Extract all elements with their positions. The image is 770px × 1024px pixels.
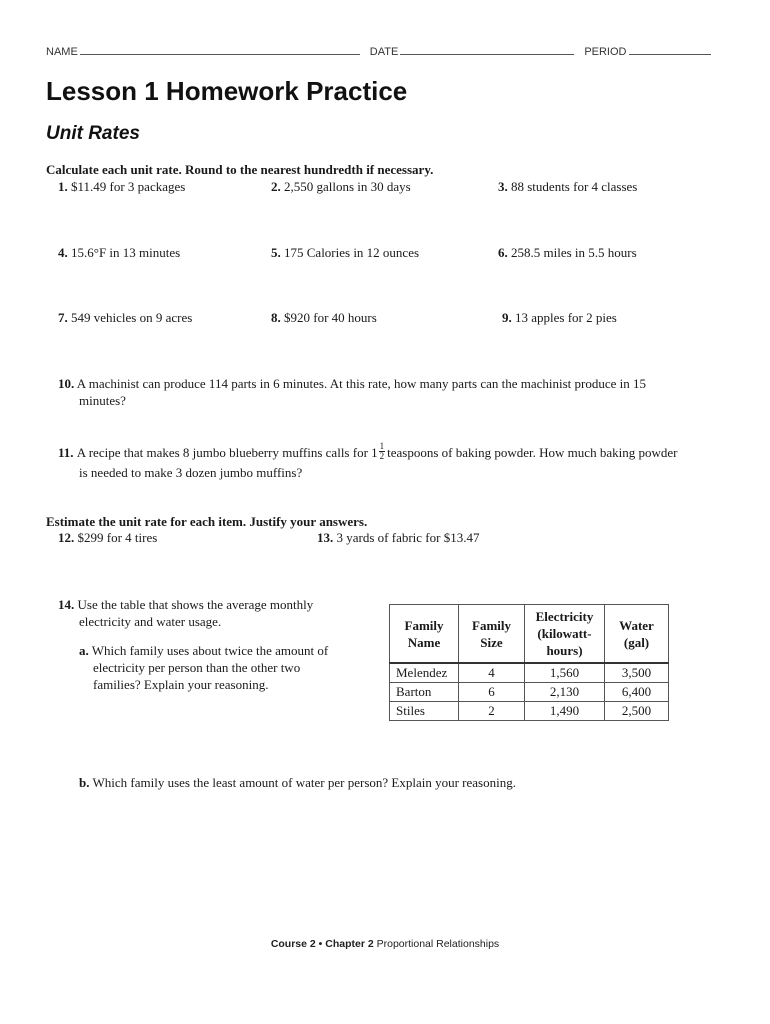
question-text-part1: A recipe that makes 8 jumbo blueberry muffins calls for 1 [76, 444, 378, 460]
header-electricity: Electricity (kilowatt- hours) [525, 605, 605, 664]
section2-instruction: Estimate the unit rate for each item. Justify your answers. [46, 514, 368, 529]
part-a-label: a. [79, 643, 89, 658]
student-info-header [46, 45, 722, 58]
question-number: 1. [58, 179, 68, 194]
part-b-text: Which family uses the least amount of water per person? Explain your reasoning. [92, 775, 516, 790]
table-row [390, 702, 669, 721]
question-number: 13. [317, 530, 334, 545]
part-a-line1 [58, 642, 358, 659]
question-number: 6. [498, 245, 508, 260]
question-text: $299 for 4 tires [77, 530, 158, 545]
water-cell: 3,500 [605, 663, 669, 683]
question-text: 2,550 gallons in 30 days [284, 179, 411, 194]
header-family-size: Family Size [459, 605, 525, 664]
one-half-fraction [379, 442, 386, 461]
part-a-line2: electricity per person than the other two [93, 660, 301, 675]
page-title: Lesson 1 Homework Practice [46, 76, 408, 106]
name-label: NAME [46, 46, 78, 58]
water-cell: 6,400 [605, 683, 669, 702]
part-b-label: b. [79, 775, 90, 790]
question-4 [58, 245, 180, 261]
question-1 [58, 179, 185, 195]
question-12 [58, 530, 157, 546]
question-number: 5. [271, 245, 281, 260]
part-b [79, 775, 516, 791]
question-number: 3. [498, 179, 508, 194]
section1-instruction: Calculate each unit rate. Round to the nearest hundredth if necessary. [46, 162, 434, 177]
family-name-cell: Stiles [390, 702, 459, 721]
question-text: $11.49 for 3 packages [71, 179, 186, 194]
water-cell: 2,500 [605, 702, 669, 721]
question-10 [58, 375, 738, 409]
question-8 [271, 310, 377, 326]
question-number: 2. [271, 179, 281, 194]
electricity-cell: 1,490 [525, 702, 605, 721]
question-text: 549 vehicles on 9 acres [71, 310, 193, 325]
question-7 [58, 310, 192, 326]
header-water: Water (gal) [605, 605, 669, 664]
question-text: 175 Calories in 12 ounces [284, 245, 420, 260]
question-text: 13 apples for 2 pies [515, 310, 617, 325]
question-5 [271, 245, 419, 261]
question-3 [498, 179, 637, 195]
question-text-line2: is needed to make 3 dozen jumbo muffins? [79, 465, 303, 480]
question-text-line2: minutes? [79, 393, 126, 408]
family-size-cell: 4 [459, 663, 525, 683]
table-row [390, 683, 669, 702]
header-family-name: Family Name [390, 605, 459, 664]
fraction-numerator: 1 [379, 440, 385, 451]
footer-course-chapter: Course 2 • Chapter 2 [270, 938, 374, 950]
question-number: 7. [58, 310, 68, 325]
question-number: 11. [58, 444, 74, 460]
question-2 [271, 179, 411, 195]
question-text-line1: Use the table that shows the average monthly [77, 597, 314, 612]
question-text: 15.6°F in 13 minutes [71, 245, 181, 260]
question-9 [502, 310, 617, 326]
table-header-row [390, 605, 669, 664]
date-field[interactable] [400, 45, 574, 55]
question-text: 258.5 miles in 5.5 hours [511, 245, 637, 260]
page-footer [0, 938, 770, 950]
name-field[interactable] [80, 45, 360, 55]
question-text-line1: A machinist can produce 114 parts in 6 minutes. At this rate, how many parts can the machinist produce in 15 [76, 376, 647, 391]
question-number: 9. [502, 310, 512, 325]
question-6 [498, 245, 637, 261]
table-row [390, 663, 669, 683]
family-size-cell: 6 [459, 683, 525, 702]
question-number: 4. [58, 245, 68, 260]
usage-table [389, 604, 669, 721]
question-text: 88 students for 4 classes [511, 179, 638, 194]
question-14 [58, 596, 358, 693]
question-13 [317, 530, 479, 546]
part-a-text: Which family uses about twice the amount of [91, 643, 329, 658]
question-number: 12. [58, 530, 75, 545]
question-number: 10. [58, 376, 75, 391]
fraction-denominator: 2 [379, 450, 385, 461]
footer-chapter-title: Proportional Relationships [373, 938, 500, 950]
question-number: 8. [271, 310, 281, 325]
question-text-line2: electricity and water usage. [79, 614, 222, 629]
question-11 [58, 440, 738, 481]
period-field[interactable] [629, 45, 711, 55]
question-number: 14. [58, 597, 75, 612]
date-label: DATE [369, 46, 399, 58]
electricity-cell: 2,130 [525, 683, 605, 702]
part-a-line3: families? Explain your reasoning. [93, 677, 269, 692]
family-size-cell: 2 [459, 702, 525, 721]
electricity-cell: 1,560 [525, 663, 605, 683]
question-text: $920 for 40 hours [284, 310, 377, 325]
period-label: PERIOD [584, 46, 627, 58]
family-name-cell: Melendez [390, 663, 459, 683]
question-text-part2: teaspoons of baking powder. How much baking powder [387, 444, 678, 460]
question-text: 3 yards of fabric for $13.47 [336, 530, 480, 545]
page-subtitle: Unit Rates [46, 123, 140, 144]
family-name-cell: Barton [390, 683, 459, 702]
